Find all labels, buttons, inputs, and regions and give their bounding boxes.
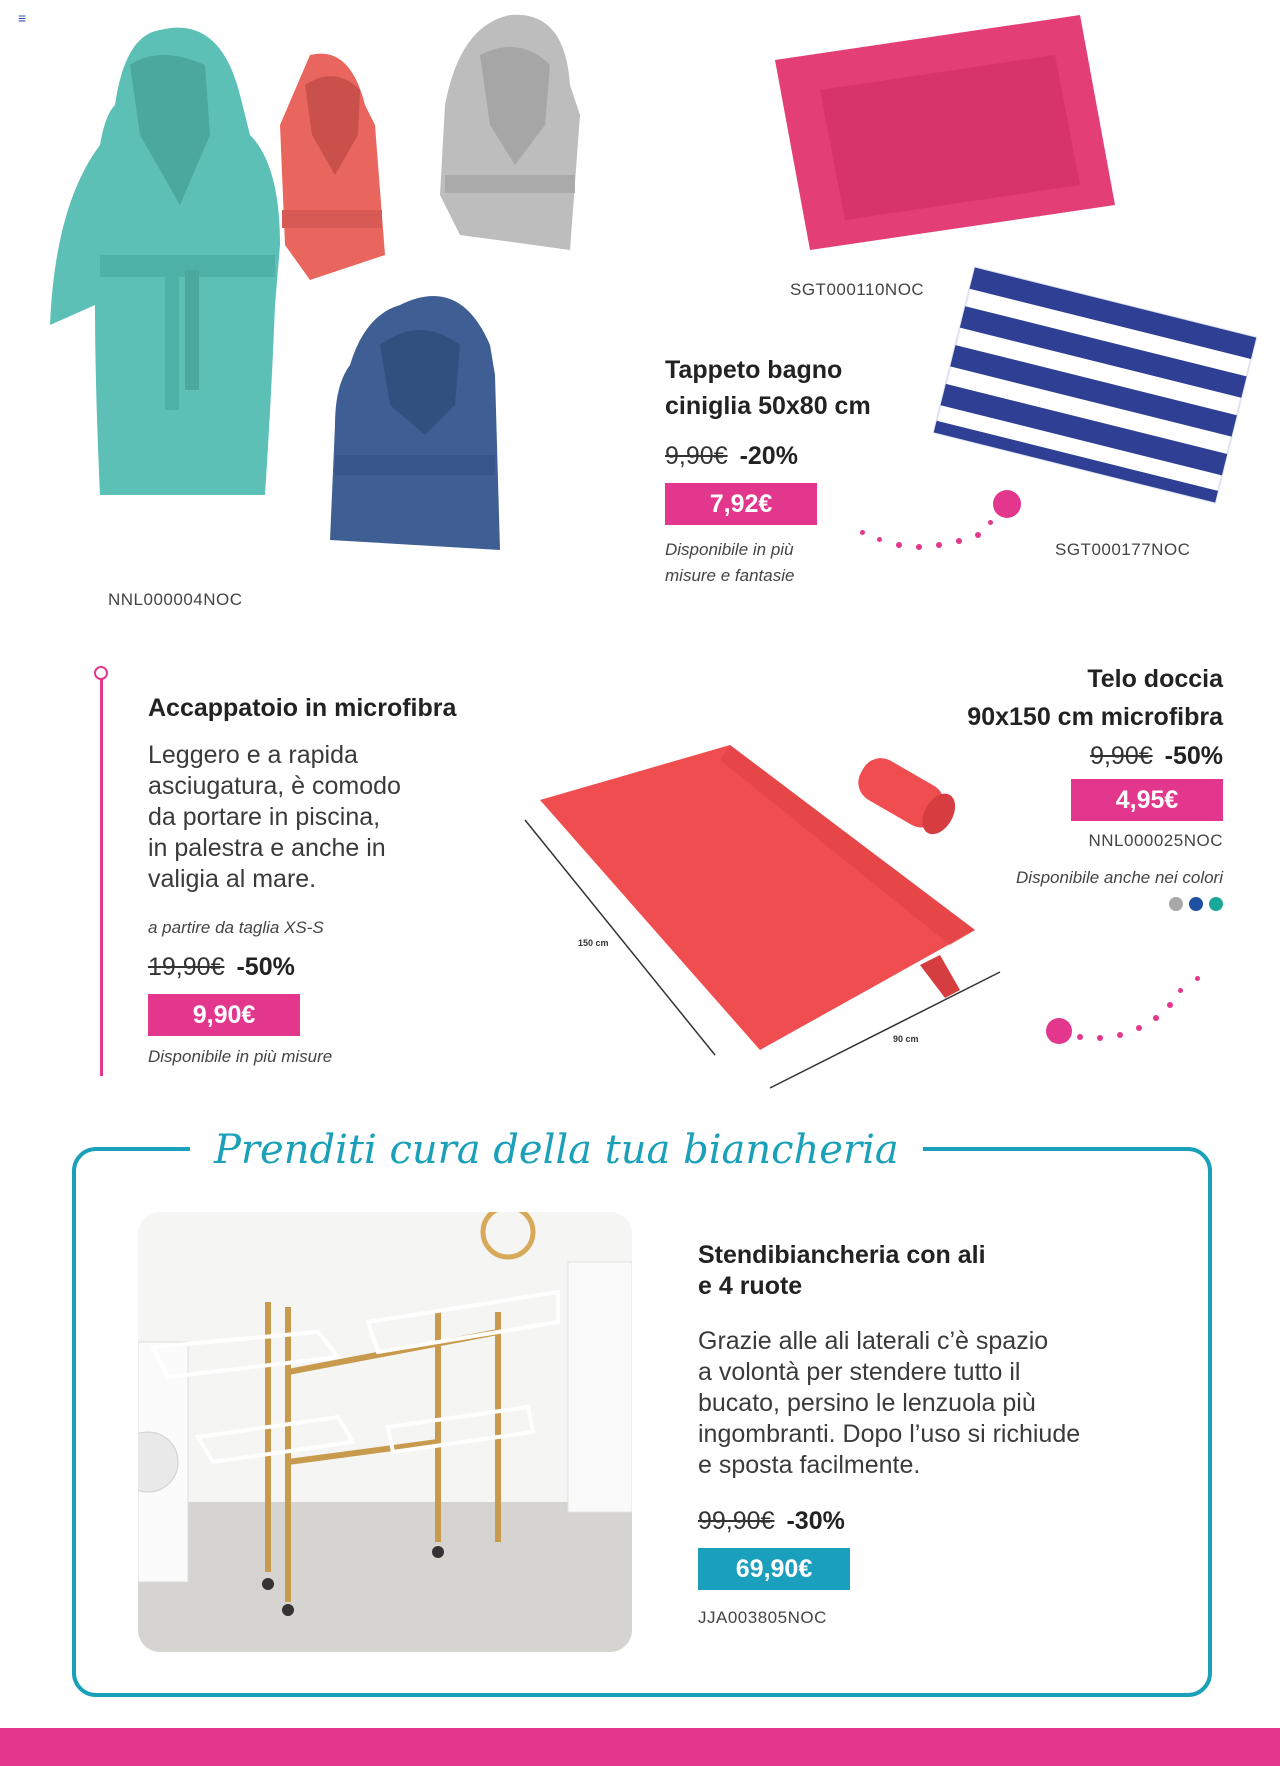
swatch-grey [1169, 897, 1183, 911]
bathrobe-discount: -50% [236, 953, 295, 981]
striped-bath-mat-image [930, 260, 1260, 510]
shower-towel-title: Telo doccia 90x150 cm microfibra [967, 665, 1223, 731]
laundry-info [698, 1240, 1158, 1628]
shower-towel-discount: -50% [1164, 742, 1223, 770]
bathrobe-images [40, 5, 620, 565]
shower-towel-info [863, 660, 1223, 916]
coral-bathrobe-image [280, 54, 385, 280]
bathrobe-vertical-line [100, 676, 103, 1076]
bath-mat-price-row [665, 442, 965, 471]
drying-rack-image [138, 1212, 632, 1652]
pink-bath-mat-image [770, 10, 1120, 255]
towel-dimension-width: 90 cm [893, 1034, 919, 1044]
bathrobe-old-price: 19,90€ [148, 953, 225, 981]
grey-bathrobe-image [440, 15, 580, 250]
teal-bathrobe-image [50, 28, 280, 495]
bathrobe-price-row [148, 953, 508, 982]
bathrobe-info [148, 690, 508, 1070]
laundry-code: JJA003805NOC [698, 1608, 827, 1627]
shower-towel-availability: Disponibile anche nei colori [1016, 868, 1223, 887]
shower-towel-color-swatches [863, 897, 1223, 916]
laundry-old-price: 99,90€ [698, 1507, 775, 1535]
bathrobe-description: Leggero e a rapida asciugatura, è comodo da portare in piscina, in palestra e anche in valigia al mare. [148, 741, 401, 893]
shower-towel-price-row [863, 742, 1223, 771]
bath-mat-availability: Disponibile in più misure e fantasie [665, 540, 795, 585]
towel-dimension-height: 150 cm [578, 938, 609, 948]
bathrobe-line-cap [94, 666, 108, 680]
pink-bath-mat-code: SGT000110NOC [790, 280, 925, 299]
laundry-price-row [698, 1507, 1158, 1536]
shower-towel-old-price: 9,90€ [1090, 742, 1153, 770]
bath-mat-info [665, 352, 965, 589]
laundry-title: Stendibiancheria con ali e 4 ruote [698, 1241, 986, 1300]
bathrobe-size-note: a partire da taglia XS-S [148, 918, 324, 937]
header-mark: ≡ [18, 10, 27, 26]
bathrobe-title: Accappatoio in microfibra [148, 694, 457, 722]
striped-bath-mat-code: SGT000177NOC [1055, 540, 1191, 559]
bathrobe-new-price: 9,90€ [148, 994, 300, 1036]
laundry-heading: Prenditi cura della tua biancheria [190, 1122, 923, 1178]
bath-mat-title: Tappeto bagno ciniglia 50x80 cm [665, 356, 871, 420]
navy-bathrobe-image [330, 296, 500, 550]
swatch-blue [1189, 897, 1203, 911]
bathrobe-code: NNL000004NOC [108, 590, 243, 609]
shower-towel-code: NNL000025NOC [1088, 831, 1223, 850]
laundry-discount: -30% [786, 1507, 845, 1535]
bathrobe-availability: Disponibile in più misure [148, 1047, 333, 1066]
swatch-teal [1209, 897, 1223, 911]
bath-mat-discount: -20% [739, 442, 798, 470]
laundry-new-price: 69,90€ [698, 1548, 850, 1590]
shower-towel-new-price: 4,95€ [1071, 779, 1223, 821]
laundry-description: Grazie alle ali laterali c’è spazio a volontà per stendere tutto il bucato, persino le lenzuola più ingombranti. Dopo l’uso si richiude e sposta facilmente. [698, 1327, 1081, 1479]
bath-mat-new-price: 7,92€ [665, 483, 817, 525]
footer-bar [0, 1728, 1280, 1766]
bath-mat-old-price: 9,90€ [665, 442, 728, 470]
